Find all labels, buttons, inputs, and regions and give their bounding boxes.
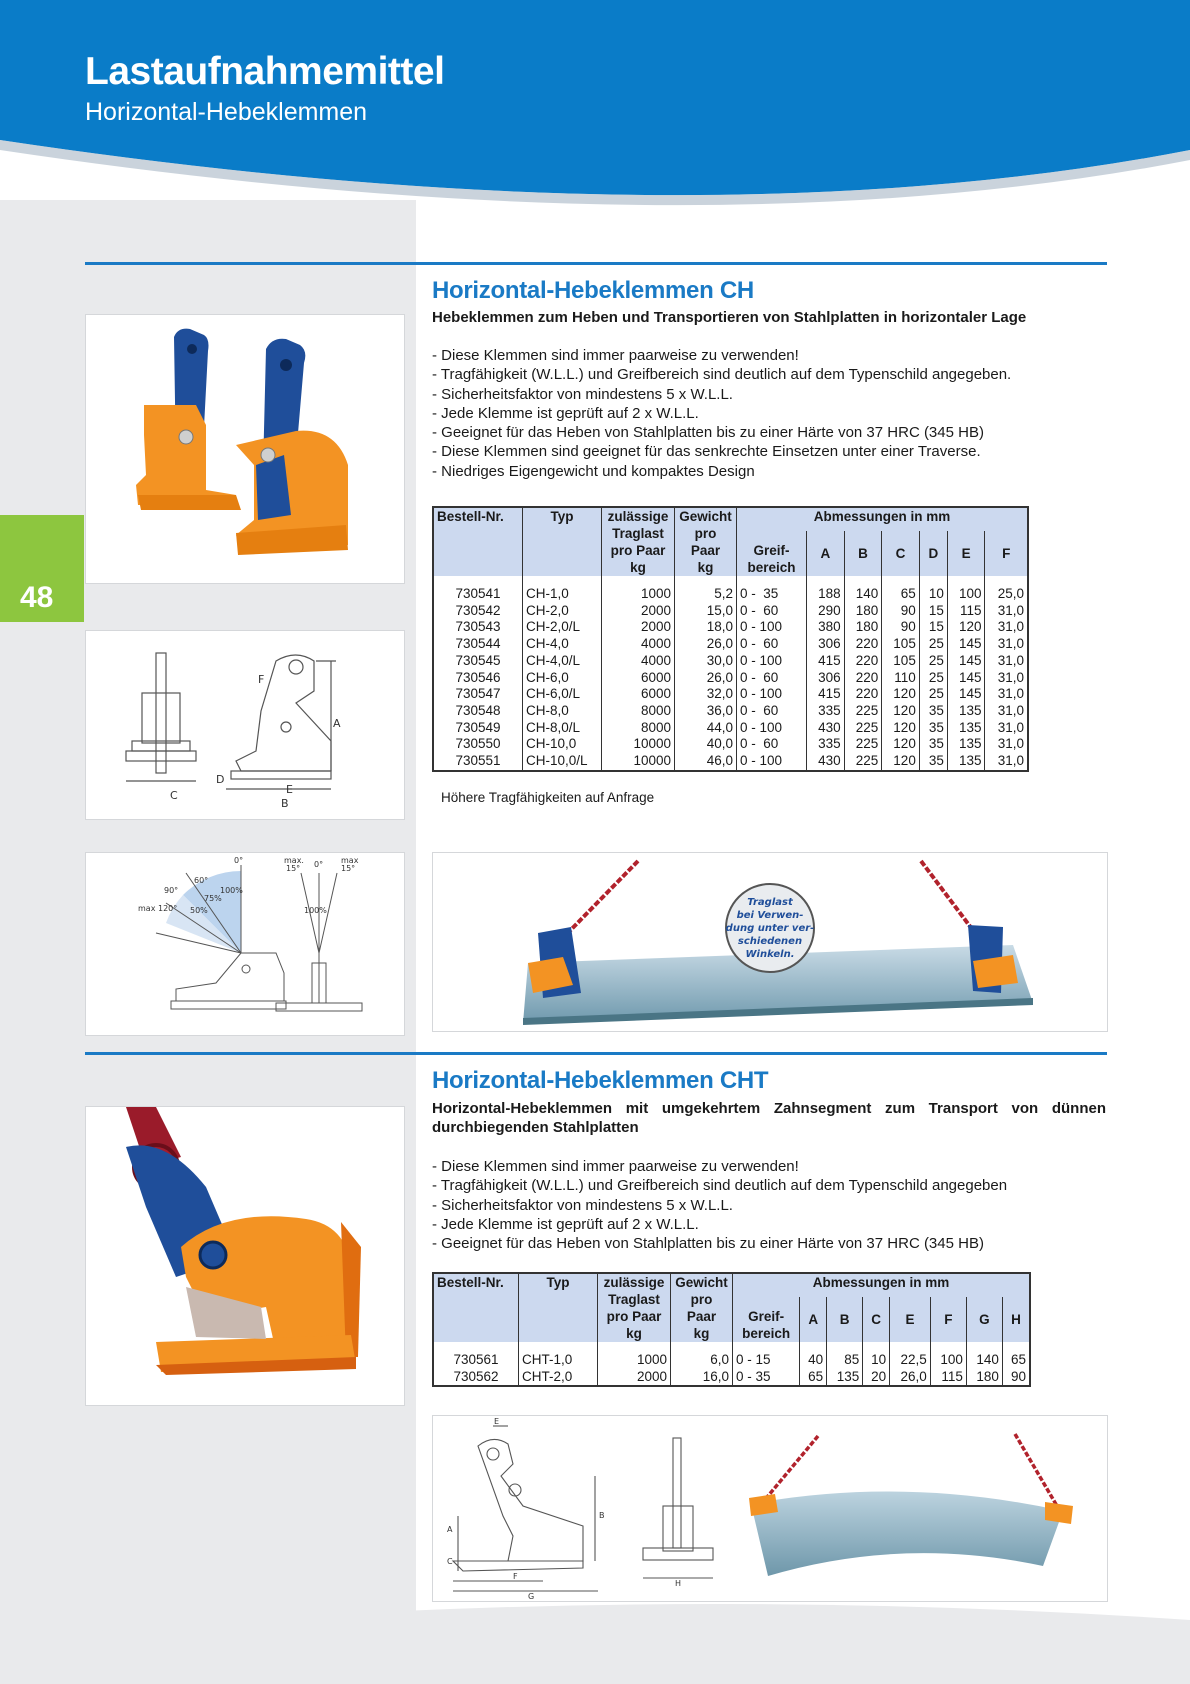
drawing-label-c: C <box>170 789 178 802</box>
angle-label: 15° <box>341 864 356 873</box>
table-cell: 31,0 <box>985 619 1028 636</box>
table-row <box>433 636 1028 653</box>
table-row <box>433 753 1028 771</box>
col-header-abmessungen: Abmessungen in mm <box>733 1273 1031 1297</box>
table-row <box>433 619 1028 636</box>
drawing-label-a: A <box>333 717 341 730</box>
table-cell: 65 <box>882 586 920 603</box>
spec-table-cht-body <box>433 1342 1030 1386</box>
table-cell: 32,0 <box>675 686 737 703</box>
angle-label: max. <box>284 856 304 865</box>
table-cell: 31,0 <box>985 753 1028 771</box>
feature-list-cht <box>432 1157 1007 1253</box>
table-cell: 31,0 <box>985 703 1028 720</box>
table-cell: 65 <box>800 1369 827 1387</box>
table-cell: 36,0 <box>675 703 737 720</box>
table-cell: 135 <box>947 753 985 771</box>
table-cell: CH-6,0 <box>523 670 602 687</box>
table-cell: 730551 <box>455 753 501 769</box>
spec-table-ch <box>432 506 1029 772</box>
table-cell: 0 - 100 <box>737 686 807 703</box>
col-header-gewicht: Gewicht pro Paar kg <box>671 1273 733 1342</box>
table-cell: 2000 <box>598 1369 671 1387</box>
table-cell: 120 <box>882 703 920 720</box>
spec-table-cht <box>432 1272 1031 1387</box>
table-cell: 85 <box>827 1352 863 1369</box>
table-cell: 135 <box>947 720 985 737</box>
col-header-c: C <box>863 1297 890 1342</box>
table-cell: 35 <box>919 753 947 771</box>
badge-line: bei Verwen- <box>736 910 804 921</box>
product-photo-cht <box>85 1106 405 1406</box>
table-cell: 415 <box>807 653 845 670</box>
col-header-f: F <box>985 531 1028 576</box>
table-cell: 1000 <box>598 1352 671 1369</box>
table-cell: 31,0 <box>985 670 1028 687</box>
feature-item: - Sicherheitsfaktor von mindestens 5 x W.L.L. <box>432 385 733 403</box>
table-cell: 180 <box>966 1369 1002 1387</box>
table-cell: CH-4,0/L <box>523 653 602 670</box>
col-header-e: E <box>890 1297 931 1342</box>
col-header-traglast: zulässige Traglast pro Paar kg <box>602 507 675 576</box>
table-cell: 65 <box>1002 1352 1030 1369</box>
col-header-e: E <box>947 531 985 576</box>
col-header-typ: Typ <box>523 507 602 576</box>
table-cell: CH-2,0/L <box>523 619 602 636</box>
table-row <box>433 653 1028 670</box>
col-header-b: B <box>827 1297 863 1342</box>
angle-label: 0° <box>234 856 244 865</box>
page-header <box>0 0 1190 215</box>
table-cell: 0 - 35 <box>733 1369 800 1387</box>
table-cell: 0 - 60 <box>737 736 807 753</box>
table-cell: CH-2,0 <box>523 603 602 620</box>
table-cell: 10 <box>863 1352 890 1369</box>
col-header-bestell: Bestell-Nr. <box>433 507 523 576</box>
table-cell: 6000 <box>602 686 675 703</box>
table-cell: 4000 <box>602 653 675 670</box>
table-cell: 15,0 <box>675 603 737 620</box>
col-header-f: F <box>930 1297 966 1342</box>
table-cell: 730541 <box>455 586 501 601</box>
table-cell: 120 <box>882 720 920 737</box>
drawing-label-e: E <box>286 783 293 796</box>
table-cell: CH-10,0/L <box>523 753 602 771</box>
table-cell: 25 <box>919 636 947 653</box>
feature-list-ch <box>432 346 1011 481</box>
product-photo-ch <box>85 314 405 584</box>
table-cell: 0 - 60 <box>737 703 807 720</box>
table-row <box>433 720 1028 737</box>
table-row <box>433 1352 1030 1369</box>
table-cell: CH-10,0 <box>523 736 602 753</box>
table-row <box>433 1369 1030 1387</box>
badge-line: schiedenen <box>737 936 803 947</box>
table-cell: 0 - 100 <box>737 753 807 771</box>
table-cell: CHT-1,0 <box>519 1352 598 1369</box>
table-cell: CH-8,0 <box>523 703 602 720</box>
table-row <box>433 603 1028 620</box>
table-cell: 730543 <box>455 619 501 635</box>
table-row <box>433 670 1028 687</box>
table-cell: 730542 <box>455 602 501 618</box>
table-cell: 306 <box>807 670 845 687</box>
table-row <box>433 736 1028 753</box>
section-subtitle-ch: Hebeklemmen zum Heben und Transportieren von Stahlplatten in horizontaler Lage <box>432 309 1027 326</box>
table-cell: 35 <box>919 703 947 720</box>
table-cell: 120 <box>882 686 920 703</box>
technical-drawing-ch <box>85 630 405 820</box>
table-cell: 90 <box>882 619 920 636</box>
table-cell: 220 <box>844 670 882 687</box>
drawing-label-d: D <box>216 773 225 786</box>
table-cell: 25 <box>919 670 947 687</box>
table-cell: 115 <box>930 1369 966 1387</box>
table-cell: 335 <box>807 703 845 720</box>
table-cell: 4000 <box>602 636 675 653</box>
table-cell: 290 <box>807 603 845 620</box>
col-header-d: D <box>919 531 947 576</box>
clamp-body-icon <box>136 405 236 505</box>
angle-label: 0° <box>314 860 324 869</box>
table-cell: 90 <box>1002 1369 1030 1387</box>
table-cell: 0 - 100 <box>737 619 807 636</box>
drawing-label-g: G <box>528 1592 535 1601</box>
col-header-g: G <box>966 1297 1002 1342</box>
table-cell: 730549 <box>455 719 501 735</box>
table-cell: 35 <box>919 736 947 753</box>
page-number-tab <box>0 515 84 622</box>
table-cell: 2000 <box>602 619 675 636</box>
col-header-gewicht: Gewicht pro Paar kg <box>675 507 737 576</box>
table-cell: 135 <box>947 736 985 753</box>
footer-wave <box>0 1600 1190 1684</box>
table-cell: 8000 <box>602 720 675 737</box>
table-cell: 380 <box>807 619 845 636</box>
drawing-label-b: B <box>599 1511 605 1520</box>
table-cell: 31,0 <box>985 653 1028 670</box>
technical-drawing-cht <box>453 1426 713 1591</box>
angle-label: 75% <box>204 894 222 903</box>
table-cell: 335 <box>807 736 845 753</box>
bent-plate-icon <box>751 1492 1063 1576</box>
badge-line: Traglast <box>747 897 793 908</box>
table-cell: 730550 <box>455 736 501 752</box>
table-cell: 31,0 <box>985 736 1028 753</box>
table-cell: 120 <box>947 619 985 636</box>
section-divider-cht <box>85 1052 1107 1055</box>
table-cell: 115 <box>947 603 985 620</box>
table-cell: 1000 <box>602 586 675 603</box>
table-cell: 6,0 <box>671 1352 733 1369</box>
table-cell: 100 <box>947 586 985 603</box>
page-title: Lastaufnahmemittel <box>85 50 445 93</box>
table-cell: 730547 <box>455 686 501 702</box>
col-header-a: A <box>807 531 845 576</box>
col-header-traglast: zulässige Traglast pro Paar kg <box>598 1273 671 1342</box>
col-header-a: A <box>800 1297 827 1342</box>
section-title-cht: Horizontal-Hebeklemmen CHT <box>432 1067 769 1094</box>
angle-diagram-ch <box>85 852 405 1036</box>
table-cell: 46,0 <box>675 753 737 771</box>
table-cell: 220 <box>844 653 882 670</box>
section-subtitle-cht: Horizontal-Hebeklemmen mit umgekehrtem Zahnsegment zum Transport von dünnen durchbiegenden Stahlplatten <box>432 1100 1106 1136</box>
col-header-b: B <box>844 531 882 576</box>
drawing-front-view <box>156 653 166 773</box>
angle-label: 15° <box>286 864 301 873</box>
table-cell: 40 <box>800 1352 827 1369</box>
table-cell: 145 <box>947 653 985 670</box>
angle-label: 100% <box>304 906 327 915</box>
table-cell: 0 - 35 <box>737 586 807 603</box>
table-cell: 35 <box>919 720 947 737</box>
table-cell: 10 <box>919 586 947 603</box>
angle-label: max <box>341 856 359 865</box>
drawing-label-b: B <box>281 797 289 810</box>
table-cell: 90 <box>882 603 920 620</box>
table-cell: 25 <box>919 653 947 670</box>
table-cell: 26,0 <box>675 670 737 687</box>
table-cell: 105 <box>882 653 920 670</box>
table-cell: 15 <box>919 603 947 620</box>
angle-label: max 120° <box>138 904 178 913</box>
load-badge <box>726 884 815 972</box>
table-cell: 26,0 <box>675 636 737 653</box>
table-row <box>433 703 1028 720</box>
table-row <box>433 586 1028 603</box>
feature-item: - Sicherheitsfaktor von mindestens 5 x W.L.L. <box>432 1196 733 1214</box>
table-cell: 135 <box>827 1369 863 1387</box>
table-cell: 2000 <box>602 603 675 620</box>
table-cell: CH-1,0 <box>523 586 602 603</box>
table-cell: 730546 <box>455 669 501 685</box>
table-cell: 5,2 <box>675 586 737 603</box>
feature-item: - Niedriges Eigengewicht und kompaktes Design <box>432 462 755 480</box>
table-cell: 225 <box>844 703 882 720</box>
table-cell: 120 <box>882 736 920 753</box>
table-cell: 100 <box>930 1352 966 1369</box>
table-cell: 730544 <box>455 636 501 652</box>
table-cell: 225 <box>844 736 882 753</box>
table-cell: CH-6,0/L <box>523 686 602 703</box>
angle-label: 100% <box>220 886 243 895</box>
table-cell: 25,0 <box>985 586 1028 603</box>
page-number: 48 <box>20 581 54 614</box>
table-cell: 0 - 60 <box>737 636 807 653</box>
table-cell: 15 <box>919 619 947 636</box>
table-cell: 430 <box>807 720 845 737</box>
col-header-bestell: Bestell-Nr. <box>433 1273 519 1342</box>
drawing-label-h: H <box>675 1579 682 1588</box>
table-cell: 31,0 <box>985 720 1028 737</box>
table-cell: 140 <box>844 586 882 603</box>
angle-label: 50% <box>190 906 208 915</box>
drawing-label-f: F <box>513 1572 518 1581</box>
table-cell: 18,0 <box>675 619 737 636</box>
drawing-label-e: E <box>494 1417 500 1426</box>
table-cell: CH-8,0/L <box>523 720 602 737</box>
table-cell: 20 <box>863 1369 890 1387</box>
table-cell: 135 <box>947 703 985 720</box>
table-cell: 730562 <box>453 1368 499 1384</box>
section-divider-ch <box>85 262 1107 265</box>
table-cell: 22,5 <box>890 1352 931 1369</box>
table-cell: 306 <box>807 636 845 653</box>
table-cell: CHT-2,0 <box>519 1369 598 1387</box>
table-cell: 0 - 100 <box>737 720 807 737</box>
table-cell: 220 <box>844 686 882 703</box>
plate-lift-photo-ch <box>432 852 1108 1032</box>
table-cell: 415 <box>807 686 845 703</box>
table-cell: CH-4,0 <box>523 636 602 653</box>
table-row <box>433 686 1028 703</box>
table-cell: 180 <box>844 619 882 636</box>
col-header-greif: Greif- bereich <box>733 1297 800 1342</box>
feature-item: - Jede Klemme ist geprüft auf 2 x W.L.L. <box>432 1215 699 1233</box>
table-cell: 180 <box>844 603 882 620</box>
table-cell: 0 - 60 <box>737 670 807 687</box>
table-cell: 26,0 <box>890 1369 931 1387</box>
table-cell: 30,0 <box>675 653 737 670</box>
feature-item: - Geeignet für das Heben von Stahlplatten bis zu einer Härte von 37 HRC (345 HB) <box>432 424 984 442</box>
table-cell: 31,0 <box>985 636 1028 653</box>
table-cell: 220 <box>844 636 882 653</box>
page-subtitle: Horizontal-Hebeklemmen <box>85 98 368 126</box>
col-header-c: C <box>882 531 920 576</box>
table-cell: 145 <box>947 670 985 687</box>
table-cell: 40,0 <box>675 736 737 753</box>
col-header-h: H <box>1002 1297 1030 1342</box>
feature-item: - Jede Klemme ist geprüft auf 2 x W.L.L. <box>432 404 699 422</box>
table-cell: 730548 <box>455 702 501 718</box>
spec-table-ch-body <box>433 576 1028 771</box>
table-cell: 145 <box>947 686 985 703</box>
col-header-typ: Typ <box>519 1273 598 1342</box>
table-cell: 25 <box>919 686 947 703</box>
table-cell: 430 <box>807 753 845 771</box>
table-cell: 10000 <box>602 736 675 753</box>
table-cell: 145 <box>947 636 985 653</box>
table-cell: 6000 <box>602 670 675 687</box>
table-cell: 188 <box>807 586 845 603</box>
table-cell: 140 <box>966 1352 1002 1369</box>
badge-line: Winkeln. <box>745 949 795 960</box>
col-header-abmessungen: Abmessungen in mm <box>737 507 1029 531</box>
drawing-and-lift-cht <box>432 1415 1108 1602</box>
table-cell: 120 <box>882 753 920 771</box>
table-cell: 225 <box>844 753 882 771</box>
angle-label: 60° <box>194 876 209 885</box>
table-cell: 110 <box>882 670 920 687</box>
table-cell: 730561 <box>453 1352 499 1367</box>
feature-item: - Diese Klemmen sind immer paarweise zu verwenden! <box>432 347 799 364</box>
badge-line: dung unter ver- <box>725 923 815 934</box>
feature-item: - Tragfähigkeit (W.L.L.) und Greifbereich sind deutlich auf dem Typenschild angegeben. <box>432 366 1012 384</box>
table-cell: 10000 <box>602 753 675 771</box>
table-cell: 8000 <box>602 703 675 720</box>
feature-item: - Geeignet für das Heben von Stahlplatten bis zu einer Härte von 37 HRC (345 HB) <box>432 1235 984 1253</box>
feature-item: - Tragfähigkeit (W.L.L.) und Greifbereich sind deutlich auf dem Typenschild angegeben <box>432 1177 1008 1195</box>
table-cell: 31,0 <box>985 686 1028 703</box>
table-note-ch: Höhere Tragfähigkeiten auf Anfrage <box>441 790 655 805</box>
drawing-label-c: C <box>447 1557 453 1566</box>
section-title-ch: Horizontal-Hebeklemmen CH <box>432 277 754 304</box>
table-cell: 105 <box>882 636 920 653</box>
table-cell: 16,0 <box>671 1369 733 1387</box>
feature-item: - Diese Klemmen sind immer paarweise zu verwenden! <box>432 1158 799 1175</box>
col-header-greif: Greif- bereich <box>737 531 807 576</box>
drawing-label-f: F <box>258 673 265 686</box>
angle-label: 90° <box>164 886 179 895</box>
feature-item: - Diese Klemmen sind geeignet für das senkrechte Einsetzen unter einer Traverse. <box>432 443 981 461</box>
table-cell: 225 <box>844 720 882 737</box>
table-cell: 730545 <box>455 652 501 668</box>
table-cell: 31,0 <box>985 603 1028 620</box>
table-cell: 44,0 <box>675 720 737 737</box>
drawing-label-a: A <box>447 1525 453 1534</box>
table-cell: 0 - 60 <box>737 603 807 620</box>
table-cell: 0 - 15 <box>733 1352 800 1369</box>
table-cell: 0 - 100 <box>737 653 807 670</box>
